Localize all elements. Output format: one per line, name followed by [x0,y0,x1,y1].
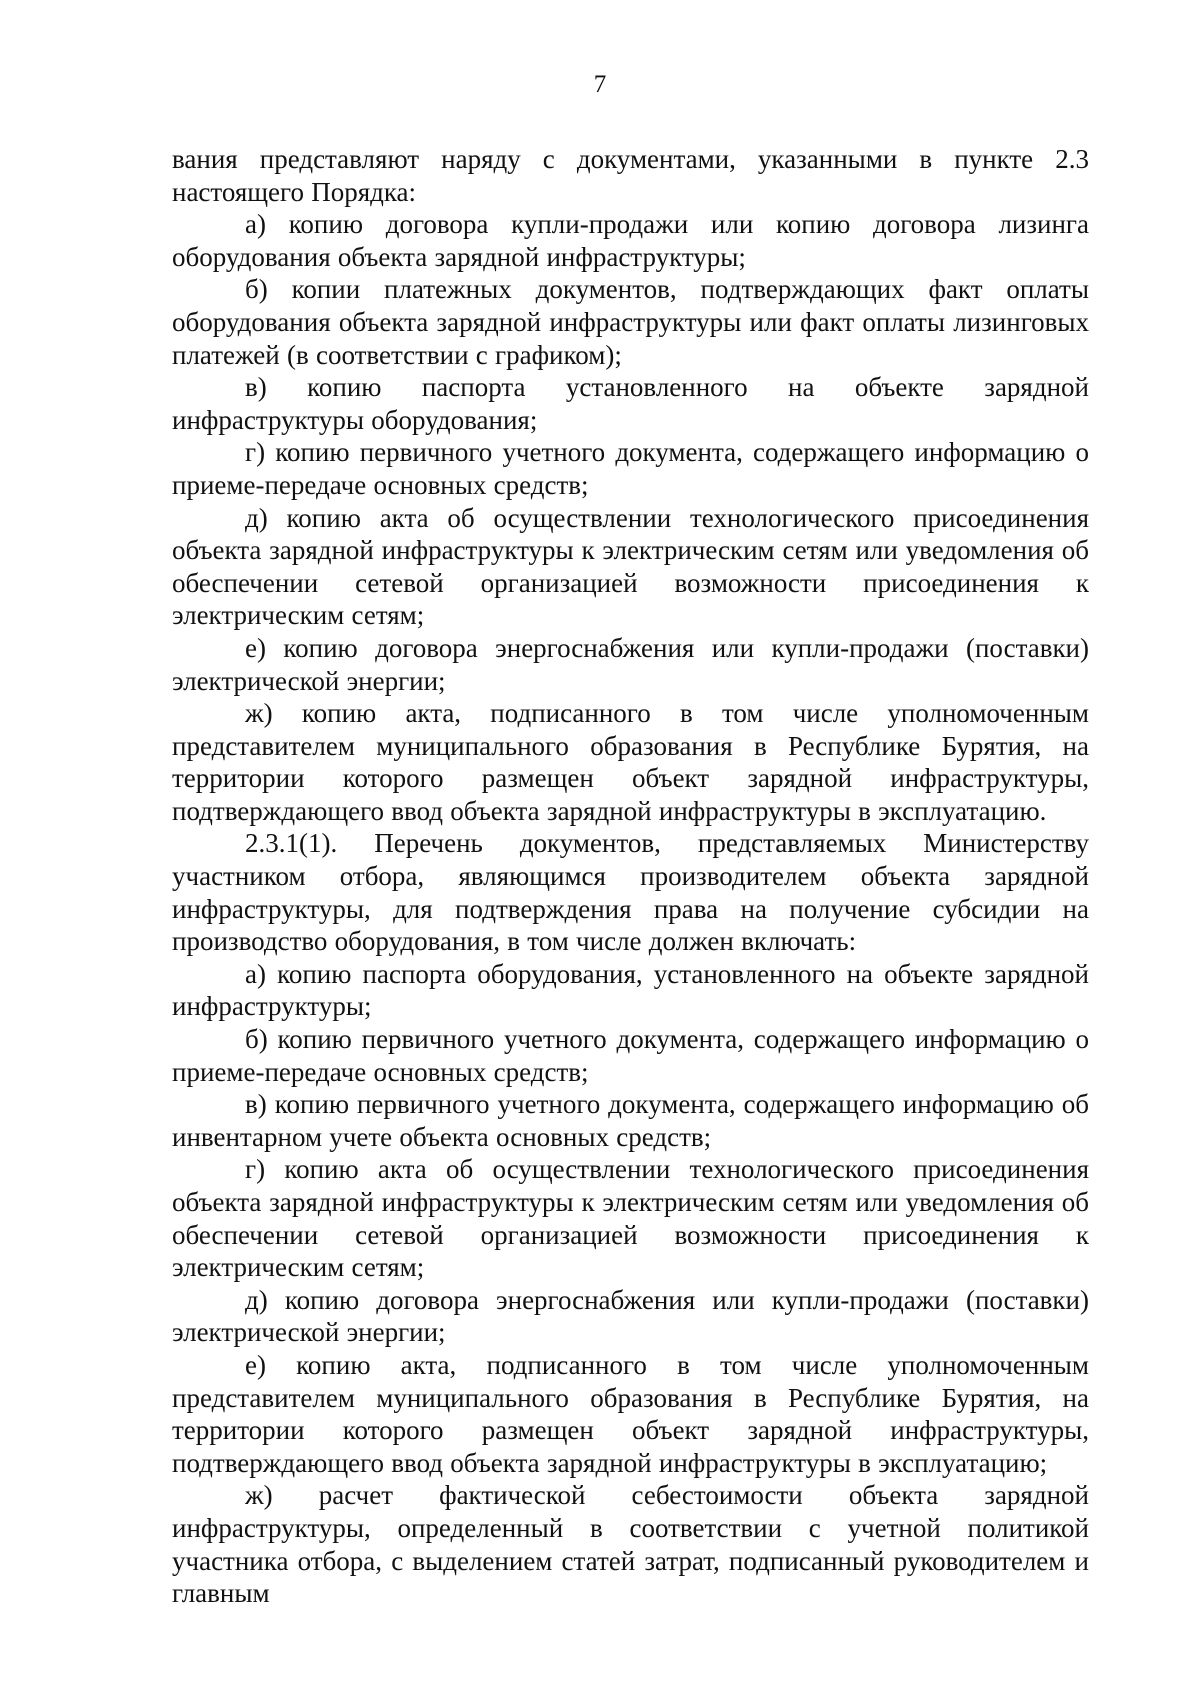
paragraph-item-g-grid-connection-act: г) копию акта об осуществлении технологического присоединения объекта зарядной инфраструктуры к электрическим сетям или уведомления об обеспечении сетевой организацией возможности присоединения к электрическим сетям; [172,1154,1089,1283]
paragraph-item-g-accounting-document: г) копию первичного учетного документа, содержащего информацию о приеме-передаче основных средств; [172,437,1089,500]
paragraph-item-a-equipment-passport: а) копию паспорта оборудования, установленного на объекте зарядной инфраструктуры; [172,958,1089,1022]
paragraph-item-d-grid-connection-act: д) копию акта об осуществлении технологического присоединения объекта зарядной инфраструктуры к электрическим сетям или уведомления об обеспечении сетевой организацией возможности присоединения к электрическим сетям; [172,502,1089,631]
paragraph-item-b-payment-documents: б) копии платежных документов, подтверждающих факт оплаты оборудования объекта зарядной инфраструктуры или факт оплаты лизинговых платежей (в соответствии с графиком); [172,274,1089,370]
page-number: 7 [593,71,607,98]
paragraph-item-e-commissioning-act: е) копию акта, подписанного в том числе уполномоченным представителем муниципального образования в Республике Бурятия, на территории которого размещен объект зарядной инфраструктуры, подтверждающего ввод объекта зарядной инфраструктуры в эксплуатацию; [172,1349,1089,1478]
paragraph-item-zh-cost-calculation: ж) расчет фактической себестоимости объекта зарядной инфраструктуры, определенный в соответствии с учетной политикой участника отбора, с выделением статей затрат, подписанный руководителем и главным [172,1480,1089,1609]
paragraph-item-b-accounting-document: б) копию первичного учетного документа, содержащего информацию о приеме-передаче основных средств; [172,1024,1089,1087]
paragraph-section-2-3-1-1: 2.3.1(1). Перечень документов, представляемых Министерству участником отбора, являющимся производителем объекта зарядной инфраструктуры, для подтверждения права на получение субсидии на производство оборудования, в том числе должен включать: [172,828,1089,957]
document-body [172,143,1089,1610]
paragraph-item-d-energy-contract: д) копию договора энергоснабжения или купли-продажи (поставки) электрической энергии; [172,1284,1089,1348]
paragraph-item-v-equipment-passport: в) копию паспорта установленного на объекте зарядной инфраструктуры оборудования; [172,372,1089,435]
paragraph-item-a-sales-contract: а) копию договора купли-продажи или копию договора лизинга оборудования объекта зарядной инфраструктуры; [172,209,1089,272]
paragraph-item-e-energy-contract: е) копию договора энергоснабжения или купли-продажи (поставки) электрической энергии; [172,632,1089,696]
paragraph-item-zh-commissioning-act: ж) копию акта, подписанного в том числе уполномоченным представителем муниципального образования в Республике Бурятия, на территории которого размещен объект зарядной инфраструктуры, подтверждающего ввод объекта зарядной инфраструктуры в эксплуатацию. [172,698,1089,826]
paragraph-continuation: вания представляют наряду с документами, указанными в пункте 2.3 настоящего Порядка: [172,144,1089,207]
paragraph-item-v-inventory-document: в) копию первичного учетного документа, содержащего информацию об инвентарном учете объекта основных средств; [172,1089,1089,1152]
